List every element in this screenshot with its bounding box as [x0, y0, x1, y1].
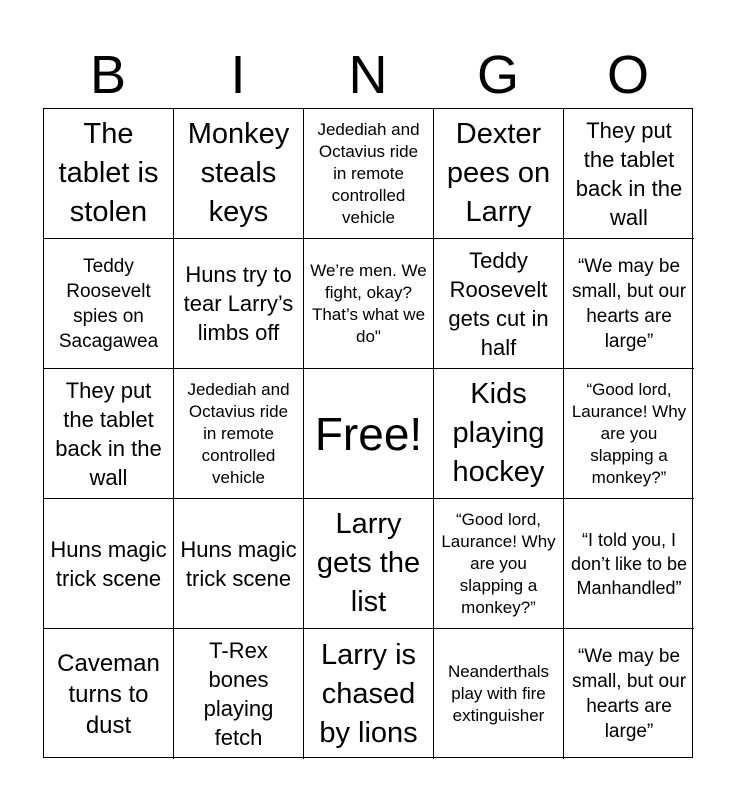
- header-letter-b: B: [89, 45, 127, 105]
- cell-text: Caveman turns to dust: [57, 649, 160, 739]
- cell-text: They put the tablet back in the wall: [55, 377, 162, 490]
- bingo-cell[interactable]: [434, 109, 564, 239]
- bingo-cell[interactable]: [44, 239, 174, 369]
- cell-text: “We may be small, but our hearts are large”: [571, 646, 687, 742]
- bingo-cell[interactable]: [434, 499, 564, 629]
- bingo-cell[interactable]: [174, 499, 304, 629]
- bingo-cell[interactable]: [304, 239, 434, 369]
- cell-text: Dexter pees on Larry: [446, 118, 551, 228]
- bingo-header: [43, 42, 693, 108]
- bingo-cell[interactable]: [564, 499, 694, 629]
- bingo-card-grid: [43, 108, 693, 758]
- header-letter-i: I: [230, 45, 246, 105]
- cell-text: The tablet is stolen: [58, 118, 159, 228]
- bingo-cell[interactable]: [564, 629, 694, 759]
- bingo-cell[interactable]: [174, 629, 304, 759]
- bingo-cell[interactable]: [304, 109, 434, 239]
- cell-text: T-Rex bones playing fetch: [203, 638, 274, 750]
- cell-text: Jedediah and Octavius ride in remote controlled vehicle: [317, 119, 420, 227]
- cell-text: Neanderthals play with fire extinguisher: [447, 662, 550, 725]
- bingo-cell[interactable]: [434, 369, 564, 499]
- bingo-cell[interactable]: [434, 629, 564, 759]
- bingo-cell[interactable]: [174, 369, 304, 499]
- header-letter-g: G: [476, 45, 519, 105]
- cell-text: “Good lord, Laurance! Why are you slapping a monkey?”: [571, 379, 687, 487]
- cell-text: We’re men. We fight, okay? That’s what we do": [310, 260, 427, 346]
- free-space-text: Free!: [314, 407, 423, 460]
- cell-text: Teddy Roosevelt gets cut in half: [448, 247, 549, 360]
- bingo-cell[interactable]: [44, 109, 174, 239]
- header-letter-o: O: [606, 45, 649, 105]
- header-letter-n: N: [348, 45, 388, 105]
- bingo-cell[interactable]: [44, 629, 174, 759]
- bingo-cell[interactable]: [304, 629, 434, 759]
- bingo-cell[interactable]: [564, 369, 694, 499]
- cell-text: “Good lord, Laurance! Why are you slapping a monkey?”: [441, 509, 556, 617]
- bingo-cell[interactable]: [44, 499, 174, 629]
- cell-text: “We may be small, but our hearts are large”: [571, 255, 687, 352]
- cell-text: Monkey steals keys: [187, 118, 290, 228]
- bingo-cell[interactable]: [44, 369, 174, 499]
- cell-text: Huns try to tear Larry’s limbs off: [183, 262, 294, 345]
- cell-text: Larry gets the list: [316, 508, 421, 618]
- cell-text: “I told you, I don’t like to be Manhandled”: [570, 529, 688, 598]
- cell-text: Teddy Roosevelt spies on Sacagawea: [58, 255, 159, 352]
- cell-text: They put the tablet back in the wall: [575, 117, 683, 230]
- cell-text: Larry is chased by lions: [319, 638, 418, 749]
- bingo-cell[interactable]: [564, 109, 694, 239]
- bingo-cell[interactable]: [564, 239, 694, 369]
- cell-text: Huns magic trick scene: [180, 536, 297, 591]
- cell-text: Huns magic trick scene: [50, 536, 167, 591]
- bingo-cell[interactable]: [174, 239, 304, 369]
- bingo-cell[interactable]: [174, 109, 304, 239]
- bingo-cell[interactable]: [434, 239, 564, 369]
- bingo-cell[interactable]: [304, 499, 434, 629]
- bingo-cell-free[interactable]: [304, 369, 434, 499]
- cell-text: Jedediah and Octavius ride in remote controlled vehicle: [187, 379, 290, 487]
- cell-text: Kids playing hockey: [452, 378, 545, 488]
